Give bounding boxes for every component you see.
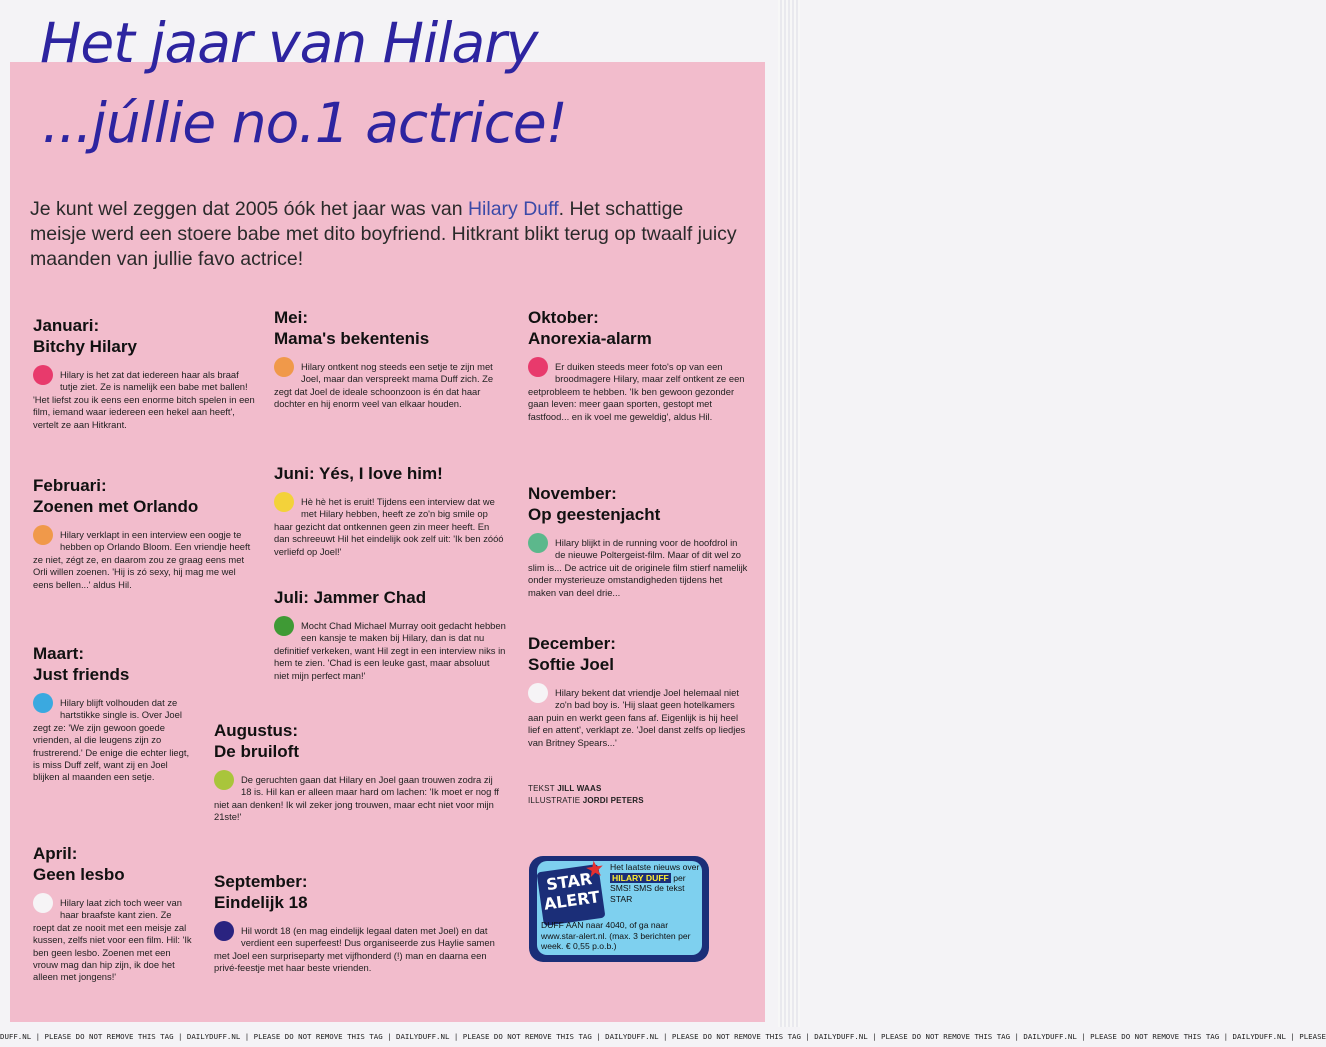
star-alert-text-bottom: DUFF AAN naar 4040, of ga naar www.star-alert.nl. (max. 3 berichten per week. € 0,55 p.o.b.) (541, 920, 691, 952)
color-dot-icon (274, 357, 294, 377)
month-entry-november (528, 483, 750, 599)
month-text: Hilary laat zich toch weer van haar braafste kant zien. Ze roept dat ze nooit met een meisje zal kussen, zelfs niet voor een film. Hil: 'Ik ben geen lesbo. Zoenen met een vrouw mag dan hip zijn, ik doe het alleen met jongens!' (33, 897, 193, 984)
color-dot-icon (33, 525, 53, 545)
month-entry-juli (274, 587, 506, 682)
color-dot-icon (33, 693, 53, 713)
month-entry-april (33, 843, 193, 984)
headline-line-2: ...júllie no.1 actrice! (42, 91, 567, 155)
month-heading: September: Eindelijk 18 (214, 872, 308, 912)
month-text: Mocht Chad Michael Murray ooit gedacht hebben een kansje te maken bij Hilary, dan is dat nu definitief verkeken, want Hil zegt in een interview niks in hem te zien. 'Chad is een leuke gast, maar absoluut niet mijn perfect man!' (274, 620, 506, 682)
color-dot-icon (274, 616, 294, 636)
color-dot-icon (33, 893, 53, 913)
month-text: Hè hè het is eruit! Tijdens een interview dat we met Hilary hebben, heeft ze zo'n big smile op haar gezicht dat ontkennen geen zin meer heeft. En dan schreeuwt Hil het eindelijk ook zelf uit: 'Ik ben zóóó verliefd op Joel!' (274, 496, 506, 558)
month-text: Hilary bekent dat vriendje Joel helemaal niet zo'n bad boy is. 'Hij slaat geen hotelkamers aan puin en werkt geen fans af. Eigenlijk is hij heel lief en attent', verklapt ze. 'Joel danst zelfs op liedjes van Britney Spears...' (528, 687, 750, 749)
month-text: Hilary ontkent nog steeds een setje te zijn met Joel, maar dan verspreekt mama Duff zich. Ze zegt dat Joel de ideale schoonzoon is én dat haar dochter en hij enorm veel van elkaar houden. (274, 361, 506, 411)
month-heading: Januari: Bitchy Hilary (33, 316, 137, 356)
color-dot-icon (214, 770, 234, 790)
credit-illustration: ILLUSTRATIE JORDI PETERS (528, 796, 644, 805)
month-entry-oktober (528, 307, 750, 423)
month-heading: November: Op geestenjacht (528, 484, 661, 524)
logo-line-2: ALERT (542, 887, 601, 914)
color-dot-icon (528, 533, 548, 553)
star-alert-highlight: HILARY DUFF (612, 872, 669, 883)
month-heading: Augustus: De bruiloft (214, 721, 299, 761)
month-heading: Juni: Yés, I love him! (274, 464, 443, 483)
month-heading: Oktober: Anorexia-alarm (528, 308, 652, 348)
page-edge (778, 0, 800, 1047)
intro-paragraph (30, 197, 745, 272)
month-text: Hilary blijkt in de running voor de hoofdrol in de nieuwe Poltergeist-film. Maar of dit wel zo slim is... De actrice uit de originele film stierf namelijk onder mysterieuze omstandigheden tijdens het maken van deel drie... (528, 537, 750, 599)
star-alert-logo (537, 856, 607, 926)
footer-watermark-tag: DUFF.NL | PLEASE DO NOT REMOVE THIS TAG | DAILYDUFF.NL | PLEASE DO NOT REMOVE THIS TAG | DAILYDUFF.NL | PLEASE DO NOT REMOVE THIS TAG | DAILYDUFF.NL | PLEASE DO NOT REMOVE THIS TAG | DAILYDUFF.NL | PLEASE DO NOT REMOVE THIS TAG | DAILYDUFF.NL | PLEASE DO NOT REMOVE THIS TAG | DAILYDUFF.NL | PLEASE (0, 1027, 800, 1047)
month-entry-januari (33, 315, 258, 431)
color-dot-icon (274, 492, 294, 512)
month-entry-mei (274, 307, 506, 411)
star-icon: ★ (583, 856, 607, 884)
intro-text-after: . Het schattige meisje werd een stoere babe met dito boyfriend. Hitkrant blikt terug op twaalf juicy maanden van jullie favo actrice! (30, 198, 737, 270)
month-heading: April: Geen lesbo (33, 844, 125, 884)
star-alert-text-top: Het laatste nieuws over HILARY DUFF per SMS! SMS de tekst STAR (610, 862, 700, 904)
month-entry-december (528, 633, 750, 749)
month-text: Hilary verklapt in een interview een oogje te hebben op Orlando Bloom. Een vriendje heeft ze niet, zégt ze, en daarom zou ze graag eens met Orli willen zoenen. 'Hij is zó sexy, hij mag me wel eens bellen...' aldus Hil. (33, 529, 258, 591)
credit-text: TEKST JILL WAAS (528, 784, 602, 793)
month-heading: Mei: Mama's bekentenis (274, 308, 430, 348)
intro-text-before: Je kunt wel zeggen dat 2005 óók het jaar was van (30, 198, 468, 220)
credits (528, 783, 644, 807)
month-text: Hilary is het zat dat iedereen haar als braaf tutje ziet. Ze is namelijk een babe met ballen! 'Het liefst zou ik eens een enorme bitch spelen in een film, iemand waar iedereen een hekel aan heeft', vertelt ze aan Hitkrant. (33, 369, 258, 431)
month-text: Er duiken steeds meer foto's op van een broodmagere Hilary, maar zelf ontkent ze een eetprobleem te hebben. 'Ik ben gewoon gezonder gaan leven: meer gaan sporten, gestopt met fastfood... en ik voel me geweldig', aldus Hil. (528, 361, 750, 423)
color-dot-icon (528, 357, 548, 377)
month-heading: Februari: Zoenen met Orlando (33, 476, 199, 516)
month-entry-februari (33, 475, 258, 591)
month-heading: Juli: Jammer Chad (274, 588, 427, 607)
month-entry-juni (274, 463, 506, 558)
month-heading: December: Softie Joel (528, 634, 616, 674)
month-text: De geruchten gaan dat Hilary en Joel gaan trouwen zodra zij 18 is. Hil kan er alleen maar hard om lachen: 'Ik moet er nog ff niet aan denken! Ik wil zeker jong trouwen, maar echt niet voor mijn 21ste!' (214, 774, 504, 824)
color-dot-icon (528, 683, 548, 703)
month-heading: Maart: Just friends (33, 644, 130, 684)
intro-highlight-name: Hilary Duff (467, 198, 559, 220)
month-entry-september (214, 871, 504, 975)
color-dot-icon (33, 365, 53, 385)
month-entry-augustus (214, 720, 504, 824)
logo-line-1: STAR (545, 869, 594, 895)
month-entry-maart (33, 643, 193, 784)
color-dot-icon (214, 921, 234, 941)
headline-line-1: Het jaar van Hilary (40, 11, 538, 75)
month-text: Hilary blijft volhouden dat ze hartstikke single is. Over Joel zegt ze: 'We zijn gewoon goede vrienden, al die leugens zijn zo frustrerend.' De enige die echter liegt, is miss Duff zelf, want zij en Joel blijken al maanden een setje. (33, 697, 193, 784)
month-text: Hil wordt 18 (en mag eindelijk legaal daten met Joel) en dat verdient een superfeest! Dus organiseerde zus Haylie samen met Joel een surpriseparty met vijfhonderd (!) man en daarna een privé-feestje met haar beste vrienden. (214, 925, 504, 975)
